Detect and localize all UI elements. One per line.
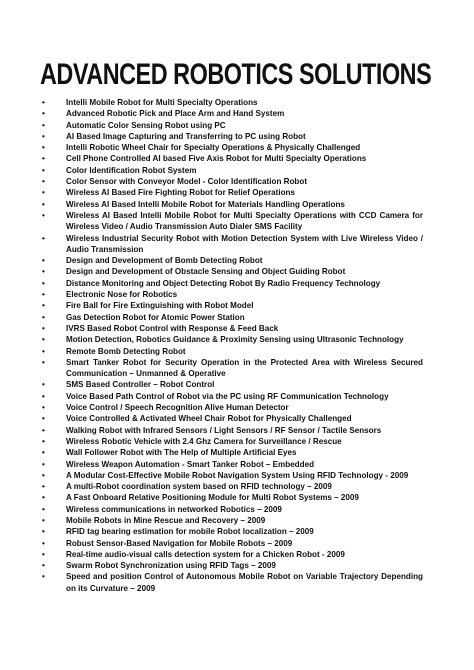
list-item-text: Wireless AI Based Intelli Mobile Robot for Multi Specialty Operations with CCD Camera for Wireless Video / Audio Transmission Auto Dialer SMS Facility	[66, 210, 423, 232]
list-item	[0, 504, 423, 515]
list-item	[0, 176, 423, 187]
list-item-text: Mobile Robots in Mine Rescue and Recovery – 2009	[66, 515, 266, 525]
bullet-icon: •	[42, 436, 45, 446]
bullet-icon: •	[42, 380, 45, 390]
list-item-text: AI Based Image Capturing and Transferring to PC using Robot	[66, 131, 306, 141]
list-item-text: Voice Based Path Control of Robot via the PC using RF Communication Technology	[66, 391, 389, 401]
bullet-icon: •	[42, 561, 45, 571]
list-item-text: IVRS Based Robot Control with Response & Feed Back	[66, 323, 279, 333]
list-item	[0, 266, 423, 277]
list-item	[0, 210, 423, 233]
bullet-icon: •	[42, 425, 45, 435]
bullet-icon: •	[42, 538, 45, 548]
list-item	[0, 470, 423, 481]
bullet-icon: •	[42, 120, 45, 130]
list-item-text: Electronic Nose for Robotics	[66, 290, 178, 300]
bullet-icon: •	[42, 414, 45, 424]
bullet-icon: •	[42, 143, 45, 153]
list-item-text: Wireless Weapon Automation - Smart Tanker Robot – Embedded	[66, 459, 315, 469]
bullet-icon: •	[42, 470, 45, 480]
bullet-icon: •	[42, 177, 45, 187]
bullet-icon: •	[42, 335, 45, 345]
list-item	[0, 142, 423, 153]
list-item-text: Design and Development of Bomb Detecting Robot	[66, 256, 263, 266]
list-item-text: A multi-Robot coordination system based on RFID technology – 2009	[66, 482, 332, 492]
list-item	[0, 187, 423, 198]
list-item-text: Robust Sensor-Based Navigation for Mobile Robots – 2009	[66, 538, 293, 548]
bullet-icon: •	[42, 515, 45, 525]
list-item	[0, 571, 423, 594]
list-item-text: Gas Detection Robot for Atomic Power Station	[66, 312, 245, 322]
bullet-icon: •	[42, 403, 45, 413]
list-item	[0, 549, 423, 560]
list-item	[0, 481, 423, 492]
list-item	[0, 538, 423, 549]
bullet-icon: •	[42, 459, 45, 469]
list-item	[0, 165, 423, 176]
list-item	[0, 413, 423, 424]
list-item	[0, 346, 423, 357]
bullet-icon: •	[42, 482, 45, 492]
bullet-icon: •	[42, 267, 45, 277]
list-item-text: Color Identification Robot System	[66, 165, 197, 175]
bullet-icon: •	[42, 527, 45, 537]
bullet-icon: •	[42, 448, 45, 458]
bullet-icon: •	[42, 199, 45, 209]
list-item	[0, 278, 423, 289]
bullet-icon: •	[42, 312, 45, 322]
list-item	[0, 153, 423, 164]
list-item-text: Cell Phone Controlled AI based Five Axis Robot for Multi Specialty Operations	[66, 154, 367, 164]
list-item	[0, 131, 423, 142]
list-item	[0, 515, 423, 526]
bullet-icon: •	[42, 233, 45, 243]
list-item	[0, 560, 423, 571]
list-item-text: Intelli Robotic Wheel Chair for Specialty Operations & Physically Challenged	[66, 143, 361, 153]
bullet-icon: •	[42, 290, 45, 300]
list-item-text: Motion Detection, Robotics Guidance & Proximity Sensing using Ultrasonic Technology	[66, 335, 404, 345]
list-item	[0, 526, 423, 537]
list-item-text: RFID tag bearing estimation for mobile Robot localization – 2009	[66, 527, 314, 537]
bullet-icon: •	[42, 188, 45, 198]
bullet-icon: •	[42, 131, 45, 141]
list-item-text: Distance Monitoring and Object Detecting Robot By Radio Frequency Technology	[66, 278, 381, 288]
list-item	[0, 233, 423, 256]
list-item-text: Swarm Robot Synchronization using RFID Tags – 2009	[66, 561, 276, 571]
list-item	[0, 391, 423, 402]
bullet-icon: •	[42, 357, 45, 367]
bullet-icon: •	[42, 109, 45, 119]
page-title: ADVANCED ROBOTICS SOLUTIONS	[40, 58, 432, 91]
list-item	[0, 402, 423, 413]
list-item-text: Wall Follower Robot with The Help of Multiple Artificial Eyes	[66, 448, 297, 458]
list-item	[0, 425, 423, 436]
list-item-text: SMS Based Controller – Robot Control	[66, 380, 215, 390]
list-item-text: Automatic Color Sensing Robot using PC	[66, 120, 226, 130]
list-item-text: A Modular Cost-Effective Mobile Robot Navigation System Using RFID Technology - 2009	[66, 470, 409, 480]
list-item	[0, 323, 423, 334]
bullet-icon: •	[42, 346, 45, 356]
list-item-text: Fire Ball for Fire Extinguishing with Robot Model	[66, 301, 254, 311]
list-item-text: Design and Development of Obstacle Sensing and Object Guiding Robot	[66, 267, 346, 277]
list-item-text: Speed and position Control of Autonomous Mobile Robot on Variable Trajectory Depending on its Curvature – 2009	[66, 572, 423, 593]
list-item-text: Voice Controlled & Activated Wheel Chair Robot for Physically Challenged	[66, 414, 352, 424]
list-item-text: Color Sensor with Conveyor Model - Color Identification Robot	[66, 177, 308, 187]
list-item	[0, 120, 423, 131]
bullet-icon: •	[42, 256, 45, 266]
list-item-text: Wireless communications in networked Robotics – 2009	[66, 504, 282, 514]
bullet-icon: •	[42, 504, 45, 514]
solutions-list	[0, 97, 474, 594]
list-item	[0, 312, 423, 323]
list-item-text: Wireless AI Based Intelli Mobile Robot for Materials Handling Operations	[66, 199, 345, 209]
list-item-text: A Fast Onboard Relative Positioning Module for Multi Robot Systems – 2009	[66, 493, 359, 503]
list-item	[0, 447, 423, 458]
list-item	[0, 255, 423, 266]
bullet-icon: •	[42, 154, 45, 164]
bullet-icon: •	[42, 98, 45, 107]
list-item-text: Remote Bomb Detecting Robot	[66, 346, 186, 356]
list-item	[0, 492, 423, 503]
list-item	[0, 379, 423, 390]
list-item-text: Real-time audio-visual calls detection system for a Chicken Robot - 2009	[66, 549, 345, 559]
list-item-text: Intelli Mobile Robot for Multi Specialty Operations	[66, 98, 258, 107]
list-item-text: Voice Control / Speech Recognition Alive Human Detector	[66, 403, 289, 413]
list-item-text: Wireless Robotic Vehicle with 2.4 Ghz Camera for Surveillance / Rescue	[66, 436, 342, 446]
bullet-icon: •	[42, 549, 45, 559]
list-item	[0, 334, 423, 345]
list-item	[0, 436, 423, 447]
bullet-icon: •	[42, 323, 45, 333]
bullet-icon: •	[42, 391, 45, 401]
bullet-icon: •	[42, 210, 45, 220]
list-item	[0, 459, 423, 470]
list-item	[0, 357, 423, 380]
list-item-text: Wireless AI Based Fire Fighting Robot for Relief Operations	[66, 188, 295, 198]
list-item-text: Wireless Industrial Security Robot with Motion Detection System with Live Wireless Video / Audio Transmission	[66, 233, 423, 254]
bullet-icon: •	[42, 572, 45, 582]
bullet-icon: •	[42, 493, 45, 503]
list-item	[0, 108, 423, 119]
list-item	[0, 199, 423, 210]
list-item	[0, 289, 423, 300]
bullet-icon: •	[42, 301, 45, 311]
list-item	[0, 300, 423, 311]
list-item-text: Advanced Robotic Pick and Place Arm and Hand System	[66, 109, 285, 119]
list-item	[0, 97, 423, 108]
list-item-text: Walking Robot with Infrared Sensors / Light Sensors / RF Sensor / Tactile Sensors	[66, 425, 382, 435]
list-item-text: Smart Tanker Robot for Security Operation in the Protected Area with Wireless Secured Communication – Unmanned & Operative	[66, 357, 423, 379]
bullet-icon: •	[42, 165, 45, 175]
bullet-icon: •	[42, 278, 45, 288]
